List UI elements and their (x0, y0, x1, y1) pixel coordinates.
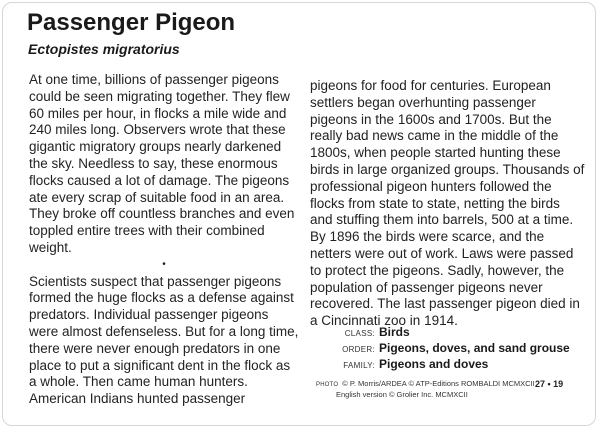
family-label: FAMILY: (343, 361, 375, 370)
fact-card (2, 2, 596, 426)
left-text-column (29, 72, 299, 408)
paragraph-separator-bullet: • (162, 258, 166, 270)
class-value: Birds (379, 325, 410, 339)
order-row (314, 340, 570, 356)
body-paragraph: At one time, billions of passenger pigeons could be seen migrating together. They flew 60 miles per hour, in flocks a mile wide and 240 miles long. Observers wrote that these gigantic migratory groups nearly darkened the sky. Needless to say, these enormous flocks caused a lot of damage. The pigeons ate every scrap of suitable food in an area. They broke off countless branches and even toppled entire trees with their combined weight. (29, 72, 295, 255)
right-text-column (310, 78, 585, 330)
order-label: ORDER: (342, 345, 375, 354)
scientific-name: Ectopistes migratorius (28, 41, 180, 57)
credits-line-2: English version © Grolier Inc. MCMXCII (336, 390, 468, 399)
class-row (314, 324, 570, 340)
body-paragraph: Scientists suspect that passenger pigeons formed the huge flocks as a defense against predators. Individual passenger pigeons were almost defenseless. But for a long time, there were never enough predators in one place to put a significant dent in the flock as a whole. Then came human hunters. American Indians hunted passenger (29, 273, 299, 407)
family-row (314, 356, 570, 372)
credits-text-1: © P. Morris/ARDEA © ATP-Editions ROMBALDI MCMXCII (342, 379, 535, 388)
photo-label: PHOTO (316, 382, 339, 388)
order-value: Pigeons, doves, and sand grouse (379, 341, 570, 355)
credits-line-1 (316, 379, 535, 390)
body-paragraph: pigeons for food for centuries. European settlers began overhunting passenger pigeons in the 1600s and 1700s. But the really bad news came in the middle of the 1800s, when people started hunting these birds in large organized groups. Thousands of professional pigeon hunters followed the flocks from state to state, netting the birds and stuffing them into barrels, 500 at a time. By 1896 the birds were scarce, and the netters were out of work. Laws were passed to protect the pigeons. Sadly, however, the population of passenger pigeons never recovered. The last passenger pigeon died in a Cincinnati zoo in 1914. (310, 78, 585, 329)
card-title: Passenger Pigeon (27, 9, 236, 36)
class-label: CLASS: (344, 329, 375, 338)
classification-block (314, 324, 570, 372)
photo-credits (316, 379, 535, 400)
card-number: 27 • 19 (535, 379, 564, 389)
family-value: Pigeons and doves (379, 357, 489, 371)
